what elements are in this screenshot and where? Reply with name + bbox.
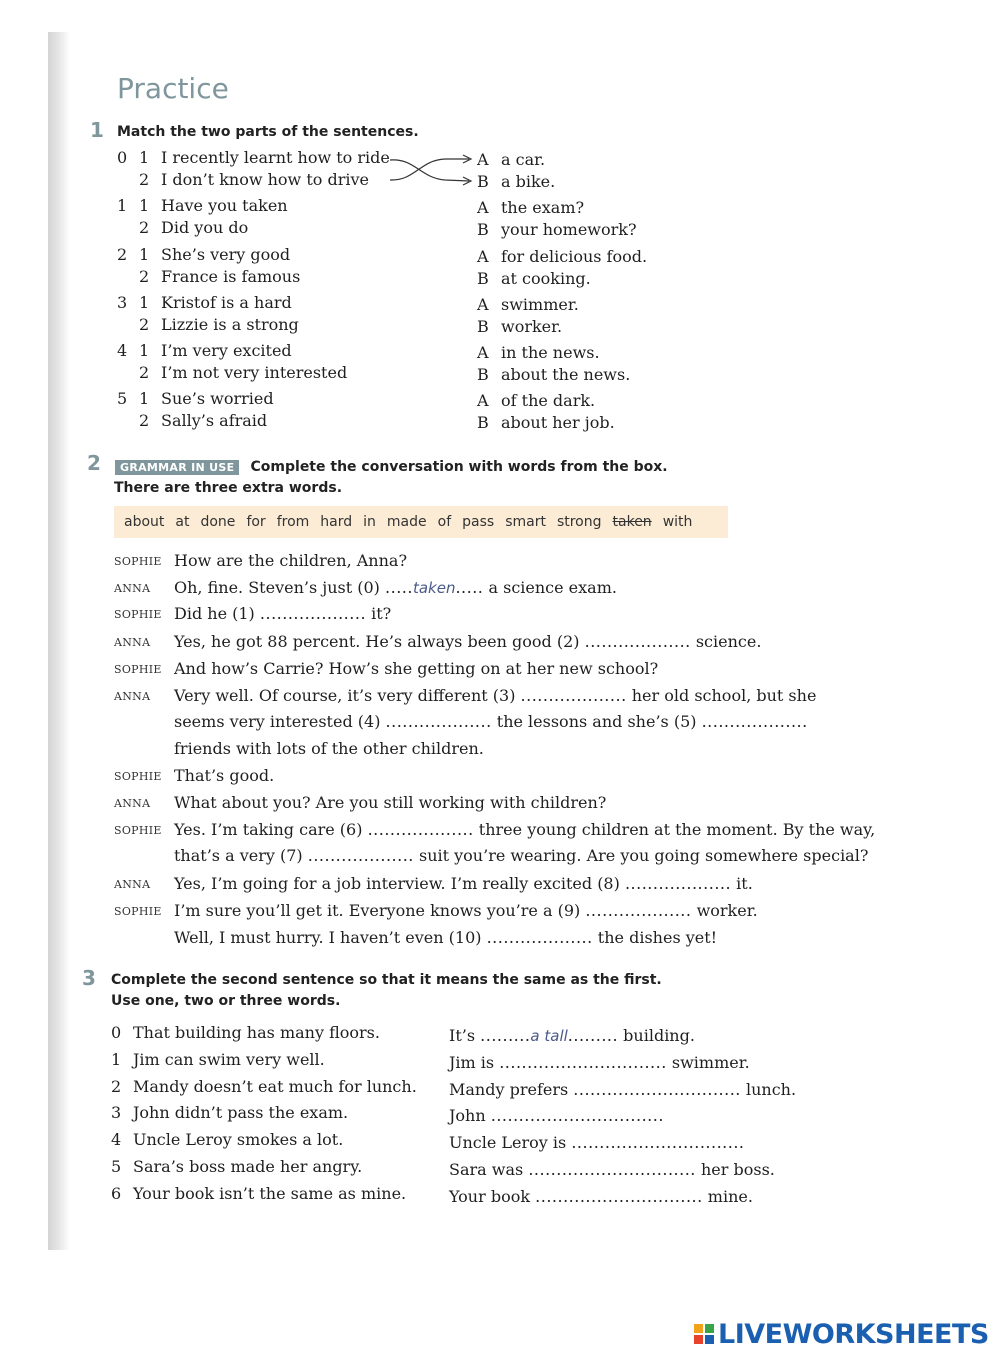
answer-blank: ................... <box>624 874 732 893</box>
item-number: 4 <box>117 341 128 360</box>
exercise-1-instruction: Match the two parts of the sentences. <box>117 124 419 140</box>
speaker-label: SOPHIE <box>114 770 162 783</box>
line-text: science. <box>690 632 762 651</box>
sentence-part-1: She’s very good <box>161 245 291 264</box>
option-b: worker. <box>501 317 563 336</box>
sentence-end: . <box>658 1106 664 1125</box>
item-number: 5 <box>111 1157 122 1176</box>
line-text: I’m sure you’ll get it. Everyone knows you’re a (9) <box>174 901 586 920</box>
sentence-start: It’s <box>449 1026 481 1045</box>
word-box-word: about <box>124 514 165 530</box>
page-title: Practice <box>117 72 229 105</box>
option-b-letter: B <box>477 172 489 191</box>
answer-blank: .............................. <box>528 1160 696 1179</box>
exercise-3-instruction: Complete the second sentence so that it means the same as the first. <box>111 972 662 988</box>
word-box-word: strong <box>556 514 602 530</box>
line-text: Well, I must hurry. I haven’t even (10) <box>174 928 487 947</box>
line-text: What about you? Are you still working with children? <box>174 793 607 812</box>
part-1-number: 1 <box>139 389 150 408</box>
answer-blank: ................... <box>367 820 474 839</box>
sentence-end: her boss. <box>695 1160 775 1179</box>
second-sentence <box>449 1080 796 1099</box>
example-answer: taken <box>412 579 456 597</box>
sentence-part-2: I’m not very interested <box>161 363 348 382</box>
word-box-word: pass <box>462 514 495 530</box>
sentence-part-2: Lizzie is a strong <box>161 315 299 334</box>
answer-blank-dots: ..... <box>385 578 413 597</box>
speaker-label: ANNA <box>114 636 151 649</box>
answer-blank: .............................. <box>499 1053 667 1072</box>
option-a: of the dark. <box>501 391 596 410</box>
first-sentence: Your book isn’t the same as mine. <box>133 1184 407 1203</box>
word-box-word: done <box>200 514 236 530</box>
item-number: 3 <box>111 1103 122 1122</box>
item-number: 2 <box>111 1077 122 1096</box>
first-sentence: Sara’s boss made her angry. <box>133 1157 363 1176</box>
option-a-letter: A <box>477 150 489 169</box>
answer-blank: .............................. <box>490 1106 659 1125</box>
part-2-number: 2 <box>139 170 150 189</box>
dialogue-line <box>174 739 484 758</box>
part-1-number: 1 <box>139 245 150 264</box>
sentence-start: John <box>449 1106 491 1125</box>
word-box-word: at <box>175 514 190 530</box>
sentence-start: Mandy prefers <box>449 1080 574 1099</box>
first-sentence: Jim can swim very well. <box>133 1050 325 1069</box>
line-text: Yes, I’m going for a job interview. I’m really excited (8) <box>174 874 625 893</box>
option-b: a bike. <box>501 172 556 191</box>
option-a-letter: A <box>477 391 489 410</box>
speaker-label: SOPHIE <box>114 608 162 621</box>
first-sentence: John didn’t pass the exam. <box>133 1103 349 1122</box>
answer-blank-dots: ......... <box>480 1026 531 1045</box>
sentence-end: mine. <box>702 1187 753 1206</box>
first-sentence: That building has many floors. <box>133 1023 380 1042</box>
option-a: in the news. <box>501 343 600 362</box>
option-a: a car. <box>501 150 546 169</box>
word-box-word: in <box>363 514 376 530</box>
example-match-arrows <box>385 150 475 190</box>
word-box-word: smart <box>505 514 546 530</box>
exercise-2-heading <box>115 456 668 475</box>
sentence-start: Uncle Leroy is <box>449 1133 572 1152</box>
sentence-end: building. <box>618 1026 695 1045</box>
dialogue-line <box>174 578 617 597</box>
part-2-number: 2 <box>139 363 150 382</box>
part-2-number: 2 <box>139 411 150 430</box>
sentence-start: Your book <box>449 1187 536 1206</box>
second-sentence <box>449 1026 695 1045</box>
sentence-part-2: I don’t know how to drive <box>161 170 369 189</box>
answer-blank: ................... <box>307 846 414 865</box>
word-box-word: with <box>662 514 693 530</box>
line-text: Did he (1) <box>174 604 260 623</box>
option-a: swimmer. <box>501 295 579 314</box>
exercise-1-number: 1 <box>90 118 104 142</box>
sentence-part-1: Kristof is a hard <box>161 293 292 312</box>
sentence-part-2: Sally’s afraid <box>161 411 268 430</box>
second-sentence <box>449 1187 753 1206</box>
speaker-label: ANNA <box>114 582 151 595</box>
item-number: 4 <box>111 1130 122 1149</box>
line-text: Oh, fine. Steven’s just (0) <box>174 578 386 597</box>
option-b: your homework? <box>501 220 637 239</box>
line-text: it? <box>366 604 392 623</box>
speaker-label: SOPHIE <box>114 555 162 568</box>
speaker-label: SOPHIE <box>114 905 162 918</box>
sentence-start: Jim is <box>449 1053 500 1072</box>
dialogue-line <box>174 551 407 570</box>
dialogue-line <box>174 632 761 651</box>
dialogue-line <box>174 604 391 623</box>
word-box-word: for <box>246 514 266 530</box>
option-a: the exam? <box>501 198 585 217</box>
line-text: seems very interested (4) <box>174 712 386 731</box>
answer-blank-dots: ..... <box>455 578 484 597</box>
word-box-word: taken <box>612 514 652 530</box>
part-2-number: 2 <box>139 267 150 286</box>
sentence-start: Sara was <box>449 1160 529 1179</box>
word-box-word: hard <box>320 514 353 530</box>
answer-blank: ................... <box>585 901 692 920</box>
dialogue-line <box>174 901 758 920</box>
line-text: that’s a very (7) <box>174 846 308 865</box>
answer-blank-dots: ......... <box>567 1026 619 1045</box>
option-a: for delicious food. <box>501 247 648 266</box>
dialogue-line <box>174 766 274 785</box>
word-box <box>114 506 728 538</box>
line-text: worker. <box>691 901 758 920</box>
exercise-2-instruction: Complete the conversation with words from the box. <box>250 459 668 475</box>
sentence-end: . <box>738 1133 745 1152</box>
answer-blank: .............................. <box>535 1187 703 1206</box>
sentence-part-2: Did you do <box>161 218 249 237</box>
first-sentence: Uncle Leroy smokes a lot. <box>133 1130 344 1149</box>
dialogue-line <box>174 793 606 812</box>
speaker-label: SOPHIE <box>114 824 162 837</box>
item-number: 3 <box>117 293 128 312</box>
speaker-label: ANNA <box>114 797 151 810</box>
word-box-word: from <box>276 514 310 530</box>
exercise-2-number: 2 <box>87 451 101 475</box>
part-2-number: 2 <box>139 315 150 334</box>
line-text: a science exam. <box>483 578 617 597</box>
line-text: How are the children, Anna? <box>174 551 408 570</box>
speaker-label: SOPHIE <box>114 663 162 676</box>
sentence-part-1: Have you taken <box>161 196 288 215</box>
logo-text: LIVEWORKSHEETS <box>718 1318 989 1350</box>
second-sentence <box>449 1106 663 1125</box>
option-a-letter: A <box>477 198 489 217</box>
logo-tiles-icon <box>694 1324 714 1344</box>
part-1-number: 1 <box>139 196 150 215</box>
line-text: her old school, but she <box>626 686 817 705</box>
sentence-part-2: France is famous <box>161 267 301 286</box>
part-2-number: 2 <box>139 218 150 237</box>
answer-blank: .............................. <box>571 1133 739 1152</box>
line-text: the lessons and she’s (5) <box>491 712 702 731</box>
option-b-letter: B <box>477 365 489 384</box>
answer-blank: ................... <box>584 632 691 651</box>
sentence-part-1: I’m very excited <box>161 341 292 360</box>
line-text: friends with lots of the other children. <box>174 739 484 758</box>
part-1-number: 1 <box>139 341 150 360</box>
item-number: 1 <box>117 196 128 215</box>
speaker-label: ANNA <box>114 690 151 703</box>
line-text: three young children at the moment. By the way, <box>473 820 876 839</box>
line-text: it. <box>731 874 753 893</box>
option-b: about her job. <box>501 413 615 432</box>
word-box-word: made <box>386 514 427 530</box>
dialogue-line <box>174 686 816 705</box>
part-1-number: 1 <box>139 293 150 312</box>
option-b: at cooking. <box>501 269 591 288</box>
item-number: 0 <box>117 148 128 167</box>
option-b-letter: B <box>477 317 489 336</box>
example-answer: a tall <box>530 1027 568 1045</box>
line-text: Yes, he got 88 percent. He’s always been good (2) <box>174 632 585 651</box>
second-sentence <box>449 1160 775 1179</box>
option-a-letter: A <box>477 343 489 362</box>
option-b-letter: B <box>477 220 489 239</box>
dialogue-line <box>174 820 875 839</box>
line-text: the dishes yet! <box>592 928 718 947</box>
sentence-part-1: I recently learnt how to ride <box>161 148 390 167</box>
answer-blank: ................... <box>486 928 593 947</box>
option-b-letter: B <box>477 413 489 432</box>
page-margin-bar <box>48 32 70 1250</box>
option-a-letter: A <box>477 247 489 266</box>
second-sentence <box>449 1133 744 1152</box>
answer-blank: ................... <box>259 604 367 623</box>
line-text: That’s good. <box>174 766 275 785</box>
line-text: suit you’re wearing. Are you going somewhere special? <box>413 846 869 865</box>
option-b-letter: B <box>477 269 489 288</box>
dialogue-line <box>174 928 717 947</box>
sentence-end: lunch. <box>740 1080 797 1099</box>
answer-blank: ................... <box>520 686 627 705</box>
exercise-3-instruction-2: Use one, two or three words. <box>111 993 341 1009</box>
sentence-part-1: Sue’s worried <box>161 389 274 408</box>
answer-blank: ................... <box>385 712 492 731</box>
first-sentence: Mandy doesn’t eat much for lunch. <box>133 1077 417 1096</box>
line-text: And how’s Carrie? How’s she getting on at her new school? <box>174 659 659 678</box>
exercise-3-number: 3 <box>82 966 96 990</box>
dialogue-line <box>174 874 753 893</box>
exercise-2-instruction-2: There are three extra words. <box>114 480 343 496</box>
line-text: Very well. Of course, it’s very different (3) <box>174 686 521 705</box>
dialogue-line <box>174 659 658 678</box>
item-number: 1 <box>111 1050 122 1069</box>
grammar-in-use-badge: GRAMMAR IN USE <box>115 460 239 475</box>
item-number: 6 <box>111 1184 122 1203</box>
sentence-end: swimmer. <box>666 1053 750 1072</box>
option-a-letter: A <box>477 295 489 314</box>
part-1-number: 1 <box>139 148 150 167</box>
liveworksheets-logo <box>694 1319 989 1349</box>
option-b: about the news. <box>501 365 631 384</box>
second-sentence <box>449 1053 750 1072</box>
dialogue-line <box>174 846 868 865</box>
item-number: 0 <box>111 1023 122 1042</box>
answer-blank: ................... <box>701 712 808 731</box>
line-text: Yes. I’m taking care (6) <box>174 820 368 839</box>
word-box-word: of <box>437 514 452 530</box>
answer-blank: .............................. <box>573 1080 741 1099</box>
speaker-label: ANNA <box>114 878 151 891</box>
item-number: 2 <box>117 245 128 264</box>
dialogue-line <box>174 712 808 731</box>
item-number: 5 <box>117 389 128 408</box>
